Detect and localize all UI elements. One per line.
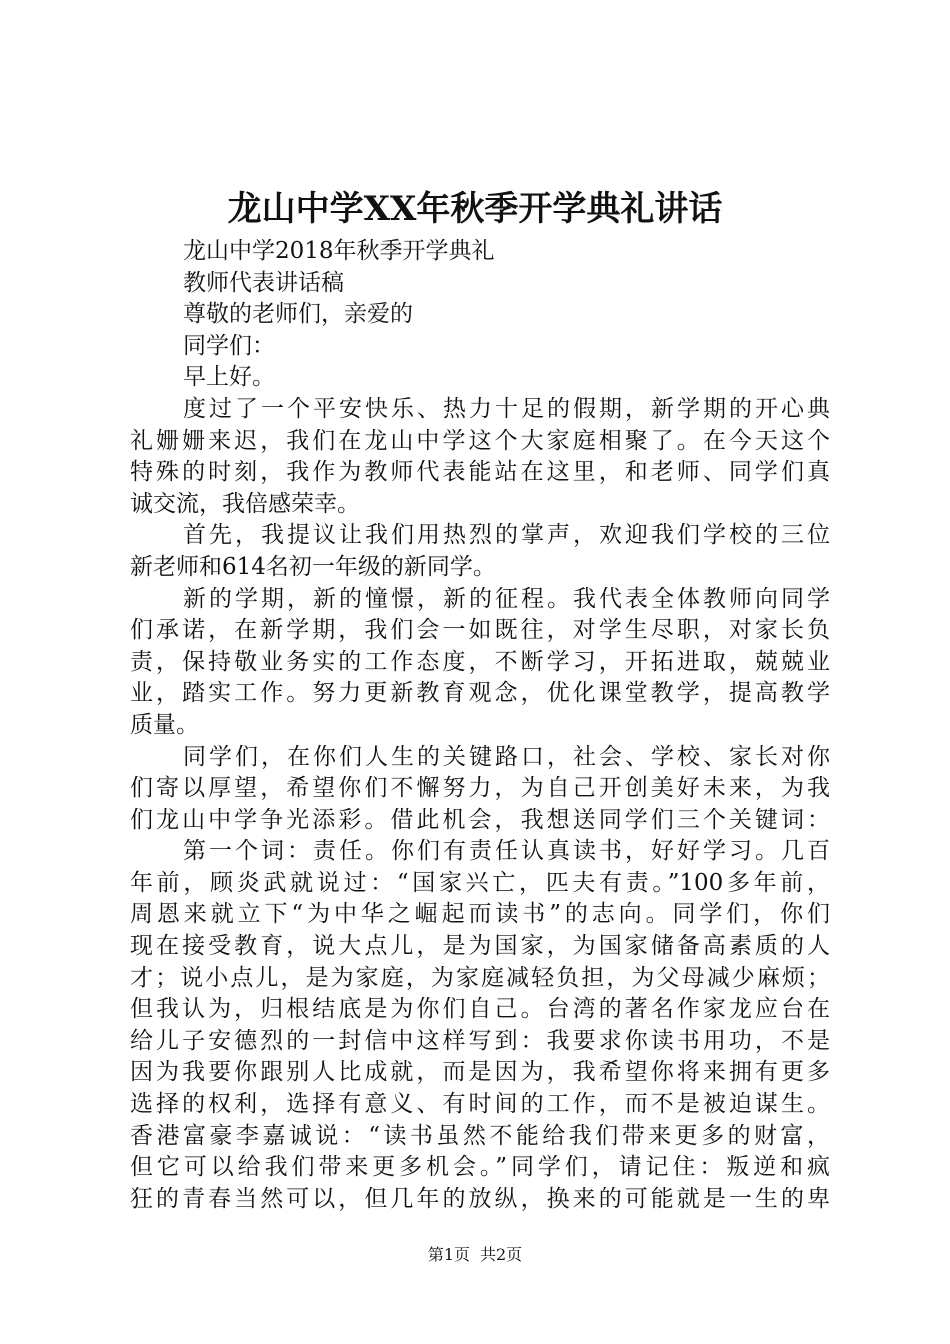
text-line: 香港富豪李嘉诚说：“读书虽然不能给我们带来更多的财富， bbox=[130, 1122, 830, 1149]
text-line: 但它可以给我们带来更多机会。”同学们，请记住：叛逆和疯 bbox=[130, 1154, 830, 1181]
page-total: 共2页 bbox=[480, 1245, 523, 1264]
text-line: 同学们，在你们人生的关键路口，社会、学校、家长对你 bbox=[183, 743, 830, 770]
text-line: 才；说小点儿，是为家庭，为家庭减轻负担，为父母减少麻烦； bbox=[130, 964, 830, 991]
page-footer bbox=[0, 1244, 950, 1266]
text-line: 质量。 bbox=[130, 711, 199, 738]
text-line: 教师代表讲话稿 bbox=[183, 269, 344, 296]
text-line: 尊敬的老师们，亲爱的 bbox=[183, 301, 413, 328]
text-line: 首先，我提议让我们用热烈的掌声，欢迎我们学校的三位 bbox=[183, 522, 830, 549]
text-line: 新老师和614名初一年级的新同学。 bbox=[130, 553, 496, 580]
text-line: 狂的青春当然可以，但几年的放纵，换来的可能就是一生的卑 bbox=[130, 1185, 830, 1212]
text-line: 诚交流，我倍感荣幸。 bbox=[130, 490, 360, 517]
text-line: 们承诺，在新学期，我们会一如既往，对学生尽职，对家长负 bbox=[130, 617, 830, 644]
text-line: 因为我要你跟别人比成就，而是因为，我希望你将来拥有更多 bbox=[130, 1059, 830, 1086]
document-body bbox=[130, 236, 830, 1215]
text-line: 周恩来就立下“为中华之崛起而读书”的志向。同学们，你们 bbox=[130, 901, 830, 928]
text-line: 给儿子安德烈的一封信中这样写到：我要求你读书用功，不是 bbox=[130, 1027, 830, 1054]
text-line: 特殊的时刻，我作为教师代表能站在这里，和老师、同学们真 bbox=[130, 459, 830, 486]
text-line: 度过了一个平安快乐、热力十足的假期，新学期的开心典 bbox=[183, 395, 830, 422]
text-line: 第一个词：责任。你们有责任认真读书，好好学习。几百 bbox=[183, 838, 830, 865]
text-line: 早上好。 bbox=[183, 364, 275, 391]
text-line: 同学们： bbox=[183, 332, 275, 359]
text-line: 责，保持敬业务实的工作态度，不断学习，开拓进取，兢兢业 bbox=[130, 648, 830, 675]
text-line: 业，踏实工作。努力更新教育观念，优化课堂教学，提高教学 bbox=[130, 680, 830, 707]
text-line: 礼姗姗来迟，我们在龙山中学这个大家庭相聚了。在今天这个 bbox=[130, 427, 830, 454]
text-line: 们龙山中学争光添彩。借此机会，我想送同学们三个关键词： bbox=[130, 806, 830, 833]
page-number: 第1页 bbox=[427, 1245, 470, 1264]
text-line: 但我认为，归根结底是为你们自己。台湾的著名作家龙应台在 bbox=[130, 996, 830, 1023]
document-title: 龙山中学XX年秋季开学典礼讲话 bbox=[227, 189, 723, 229]
text-line: 年前，顾炎武就说过：“国家兴亡，匹夫有责。”100多年前， bbox=[130, 869, 830, 896]
text-line: 新的学期，新的憧憬，新的征程。我代表全体教师向同学 bbox=[183, 585, 830, 612]
text-line: 们寄以厚望，希望你们不懈努力，为自己开创美好未来，为我 bbox=[130, 775, 830, 802]
text-line: 龙山中学2018年秋季开学典礼 bbox=[183, 238, 495, 264]
text-line: 选择的权利，选择有意义、有时间的工作，而不是被迫谋生。 bbox=[130, 1091, 830, 1118]
text-line: 现在接受教育，说大点儿，是为国家，为国家储备高素质的人 bbox=[130, 933, 830, 960]
